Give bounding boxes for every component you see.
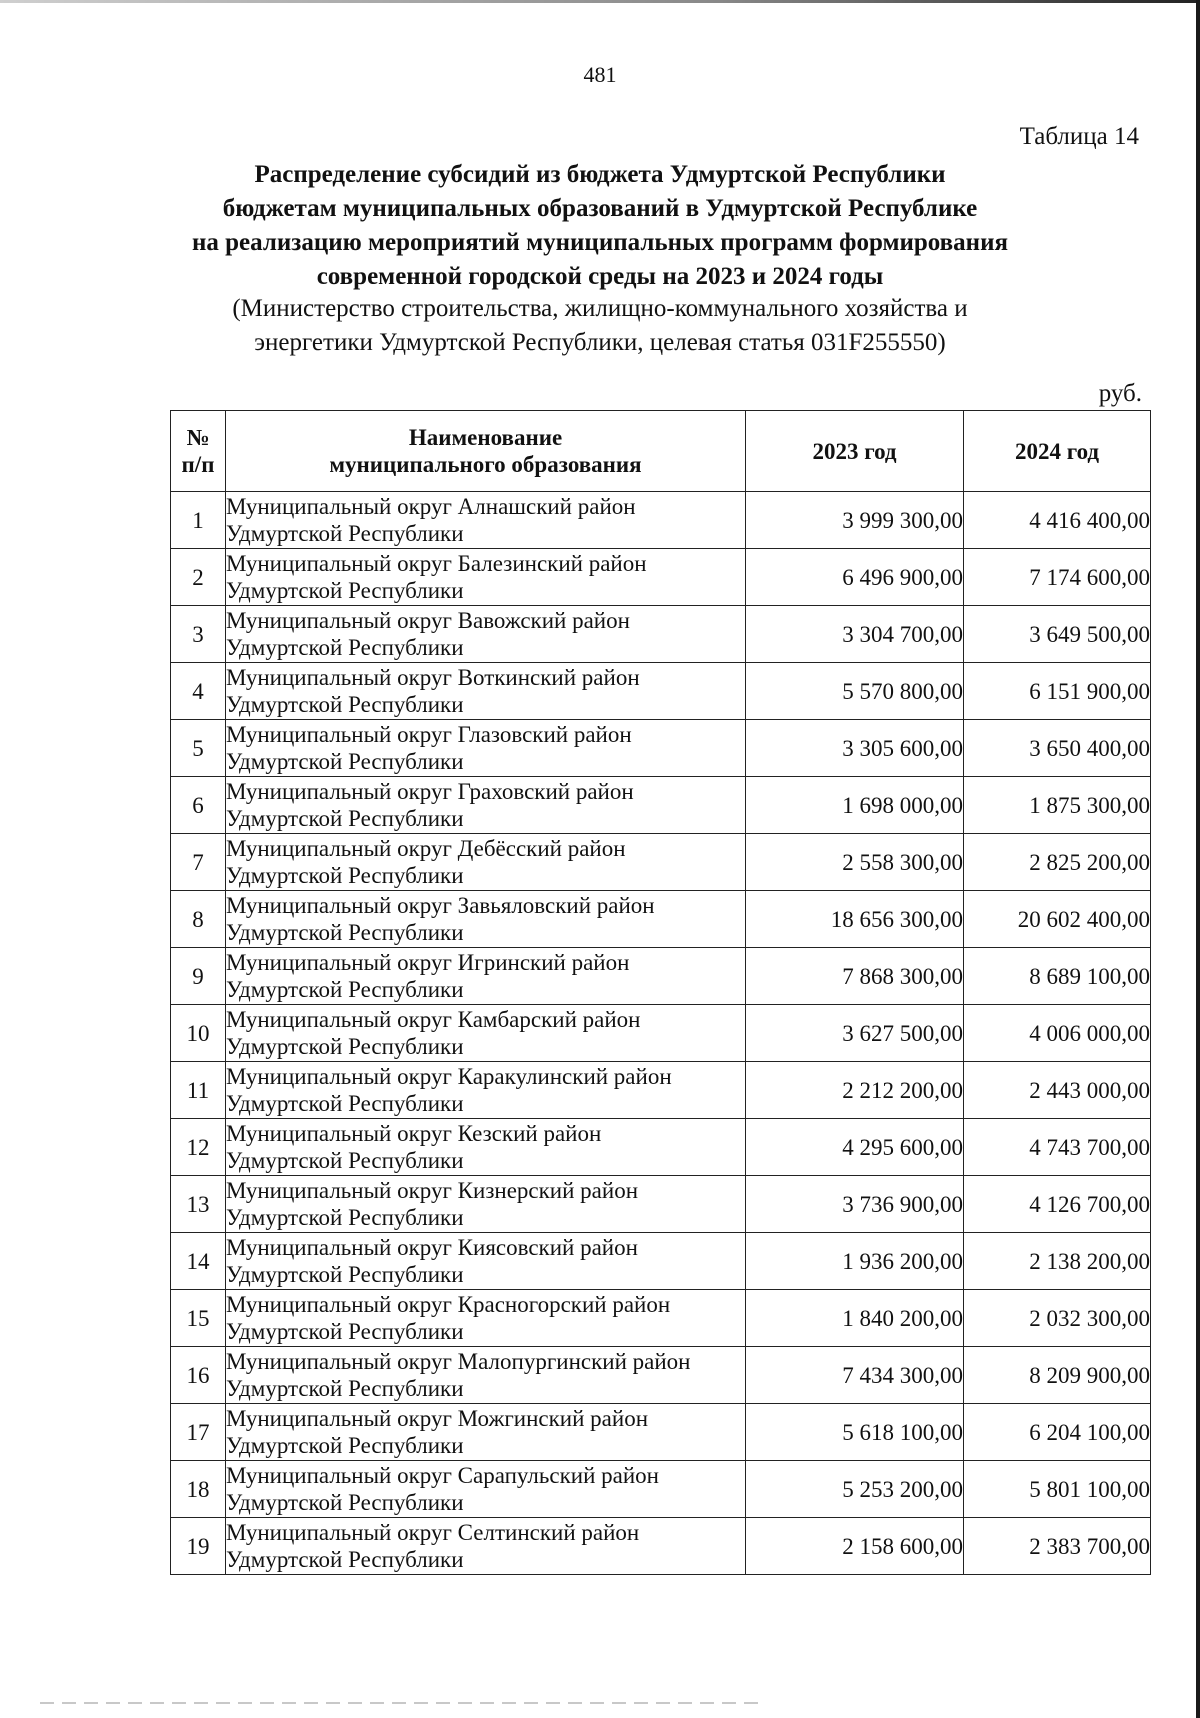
amount-2023: 7 868 300,00	[746, 948, 964, 1005]
municipality-name	[226, 1176, 746, 1233]
table-row	[171, 492, 1151, 549]
table-row	[171, 720, 1151, 777]
municipality-name-line: Удмуртской Республики	[226, 977, 464, 1002]
subtitle-line: энергетики Удмуртской Республики, целевая статья 031F255550)	[254, 329, 946, 356]
row-number: 13	[171, 1176, 226, 1233]
municipality-name	[226, 1062, 746, 1119]
table-row	[171, 777, 1151, 834]
municipality-name-line: Удмуртской Республики	[226, 1091, 464, 1116]
table-row	[171, 948, 1151, 1005]
amount-2023: 2 158 600,00	[746, 1518, 964, 1575]
row-number: 15	[171, 1290, 226, 1347]
row-number: 2	[171, 549, 226, 606]
municipality-name	[226, 1119, 746, 1176]
municipality-name-line: Удмуртской Республики	[226, 1490, 464, 1515]
row-number: 5	[171, 720, 226, 777]
amount-2023: 3 305 600,00	[746, 720, 964, 777]
row-number: 7	[171, 834, 226, 891]
municipality-name-line: Муниципальный округ Малопургинский район	[226, 1349, 691, 1374]
municipality-name-line: Муниципальный округ Алнашский район	[226, 494, 636, 519]
row-number: 10	[171, 1005, 226, 1062]
amount-2023: 2 212 200,00	[746, 1062, 964, 1119]
table-caption: Таблица 14	[1019, 123, 1139, 150]
amount-2023: 5 618 100,00	[746, 1404, 964, 1461]
row-number: 18	[171, 1461, 226, 1518]
municipality-name-line: Удмуртской Республики	[226, 920, 464, 945]
municipality-name	[226, 948, 746, 1005]
amount-2023: 1 936 200,00	[746, 1233, 964, 1290]
amount-2024: 3 649 500,00	[964, 606, 1151, 663]
amount-2024: 7 174 600,00	[964, 549, 1151, 606]
amount-2024: 4 416 400,00	[964, 492, 1151, 549]
municipality-name	[226, 1347, 746, 1404]
amount-2024: 8 209 900,00	[964, 1347, 1151, 1404]
amount-2024: 4 126 700,00	[964, 1176, 1151, 1233]
table-row	[171, 1233, 1151, 1290]
header-year-2024: 2024 год	[964, 411, 1151, 492]
amount-2023: 5 253 200,00	[746, 1461, 964, 1518]
municipality-name-line: Удмуртской Республики	[226, 1319, 464, 1344]
municipality-name-line: Муниципальный округ Можгинский район	[226, 1406, 648, 1431]
municipality-name-line: Муниципальный округ Киясовский район	[226, 1235, 638, 1260]
municipality-name	[226, 549, 746, 606]
amount-2024: 2 383 700,00	[964, 1518, 1151, 1575]
table-row	[171, 1404, 1151, 1461]
amount-2023: 3 736 900,00	[746, 1176, 964, 1233]
municipality-name-line: Удмуртской Республики	[226, 692, 464, 717]
amount-2023: 2 558 300,00	[746, 834, 964, 891]
amount-2023: 3 304 700,00	[746, 606, 964, 663]
municipality-name	[226, 1404, 746, 1461]
amount-2023: 1 698 000,00	[746, 777, 964, 834]
subtitle-line: (Министерство строительства, жилищно-коммунального хозяйства и	[232, 295, 968, 322]
municipality-name-line: Муниципальный округ Каракулинский район	[226, 1064, 672, 1089]
row-number: 9	[171, 948, 226, 1005]
row-number: 8	[171, 891, 226, 948]
municipality-name-line: Муниципальный округ Камбарский район	[226, 1007, 641, 1032]
municipality-name	[226, 663, 746, 720]
municipality-name-line: Удмуртской Республики	[226, 1034, 464, 1059]
municipality-name-line: Муниципальный округ Дебёсский район	[226, 836, 626, 861]
row-number: 1	[171, 492, 226, 549]
municipality-name-line: Удмуртской Республики	[226, 578, 464, 603]
amount-2024: 6 151 900,00	[964, 663, 1151, 720]
amount-2024: 3 650 400,00	[964, 720, 1151, 777]
municipality-name-line: Удмуртской Республики	[226, 806, 464, 831]
municipality-name-line: Муниципальный округ Селтинский район	[226, 1520, 640, 1545]
amount-2024: 2 032 300,00	[964, 1290, 1151, 1347]
table-row	[171, 1119, 1151, 1176]
row-number: 14	[171, 1233, 226, 1290]
municipality-name-line: Удмуртской Республики	[226, 1148, 464, 1173]
table-row	[171, 1062, 1151, 1119]
document-title	[0, 158, 1200, 294]
table-row	[171, 1176, 1151, 1233]
municipality-name-line: Муниципальный округ Игринский район	[226, 950, 630, 975]
municipality-name-line: Муниципальный округ Кизнерский район	[226, 1178, 639, 1203]
municipality-name-line: Муниципальный округ Воткинский район	[226, 665, 640, 690]
header-year-2023: 2023 год	[746, 411, 964, 492]
scan-edge-bottom	[40, 1702, 760, 1704]
municipality-name	[226, 1461, 746, 1518]
municipality-name	[226, 834, 746, 891]
amount-2024: 2 443 000,00	[964, 1062, 1151, 1119]
amount-2024: 5 801 100,00	[964, 1461, 1151, 1518]
table-row	[171, 549, 1151, 606]
header-number: № п/п	[171, 411, 226, 492]
municipality-name-line: Удмуртской Республики	[226, 863, 464, 888]
municipality-name	[226, 891, 746, 948]
table-row	[171, 663, 1151, 720]
municipality-name-line: Удмуртской Республики	[226, 1205, 464, 1230]
amount-2024: 4 006 000,00	[964, 1005, 1151, 1062]
row-number: 6	[171, 777, 226, 834]
amount-2024: 4 743 700,00	[964, 1119, 1151, 1176]
amount-2023: 1 840 200,00	[746, 1290, 964, 1347]
row-number: 4	[171, 663, 226, 720]
amount-2023: 5 570 800,00	[746, 663, 964, 720]
municipality-name	[226, 720, 746, 777]
amount-2023: 7 434 300,00	[746, 1347, 964, 1404]
municipality-name-line: Муниципальный округ Граховский район	[226, 779, 634, 804]
amount-2023: 18 656 300,00	[746, 891, 964, 948]
municipality-name-line: Муниципальный округ Сарапульский район	[226, 1463, 659, 1488]
row-number: 17	[171, 1404, 226, 1461]
amount-2024: 6 204 100,00	[964, 1404, 1151, 1461]
table-row	[171, 1005, 1151, 1062]
municipality-name	[226, 1005, 746, 1062]
municipality-name	[226, 777, 746, 834]
subsidy-table	[170, 410, 1151, 1575]
amount-2023: 6 496 900,00	[746, 549, 964, 606]
municipality-name-line: Удмуртской Республики	[226, 1433, 464, 1458]
row-number: 19	[171, 1518, 226, 1575]
row-number: 16	[171, 1347, 226, 1404]
amount-2024: 20 602 400,00	[964, 891, 1151, 948]
municipality-name	[226, 1290, 746, 1347]
table-row	[171, 1518, 1151, 1575]
municipality-name-line: Удмуртской Республики	[226, 1262, 464, 1287]
table-row	[171, 1290, 1151, 1347]
amount-2024: 2 825 200,00	[964, 834, 1151, 891]
table-row	[171, 834, 1151, 891]
table-row	[171, 1347, 1151, 1404]
municipality-name-line: Муниципальный округ Балезинский район	[226, 551, 647, 576]
municipality-name	[226, 492, 746, 549]
row-number: 12	[171, 1119, 226, 1176]
amount-2024: 2 138 200,00	[964, 1233, 1151, 1290]
row-number: 3	[171, 606, 226, 663]
amount-2023: 3 999 300,00	[746, 492, 964, 549]
header-municipality: Наименование муниципального образования	[226, 411, 746, 492]
amount-2023: 4 295 600,00	[746, 1119, 964, 1176]
document-subtitle	[0, 292, 1200, 360]
municipality-name	[226, 606, 746, 663]
municipality-name	[226, 1233, 746, 1290]
page-number: 481	[583, 62, 617, 87]
scan-edge-top	[0, 0, 1200, 3]
amount-2024: 8 689 100,00	[964, 948, 1151, 1005]
municipality-name-line: Удмуртской Республики	[226, 521, 464, 546]
title-line: современной городской среды на 2023 и 2024 годы	[316, 263, 884, 290]
municipality-name-line: Удмуртской Республики	[226, 635, 464, 660]
amount-2024: 1 875 300,00	[964, 777, 1151, 834]
title-line: на реализацию мероприятий муниципальных программ формирования	[191, 229, 1009, 256]
table-row	[171, 606, 1151, 663]
row-number: 11	[171, 1062, 226, 1119]
amount-2023: 3 627 500,00	[746, 1005, 964, 1062]
title-line: бюджетам муниципальных образований в Удмуртской Республике	[222, 195, 978, 222]
table-header-row	[171, 411, 1151, 492]
municipality-name-line: Муниципальный округ Красногорский район	[226, 1292, 671, 1317]
table-row	[171, 1461, 1151, 1518]
table-row	[171, 891, 1151, 948]
municipality-name-line: Муниципальный округ Завьяловский район	[226, 893, 655, 918]
municipality-name-line: Муниципальный округ Глазовский район	[226, 722, 632, 747]
municipality-name-line: Муниципальный округ Кезский район	[226, 1121, 602, 1146]
municipality-name-line: Удмуртской Республики	[226, 749, 464, 774]
currency-units: руб.	[1098, 380, 1142, 407]
municipality-name-line: Муниципальный округ Вавожский район	[226, 608, 630, 633]
title-line: Распределение субсидий из бюджета Удмуртской Республики	[254, 161, 946, 188]
municipality-name-line: Удмуртской Республики	[226, 1376, 464, 1401]
municipality-name-line: Удмуртской Республики	[226, 1547, 464, 1572]
municipality-name	[226, 1518, 746, 1575]
